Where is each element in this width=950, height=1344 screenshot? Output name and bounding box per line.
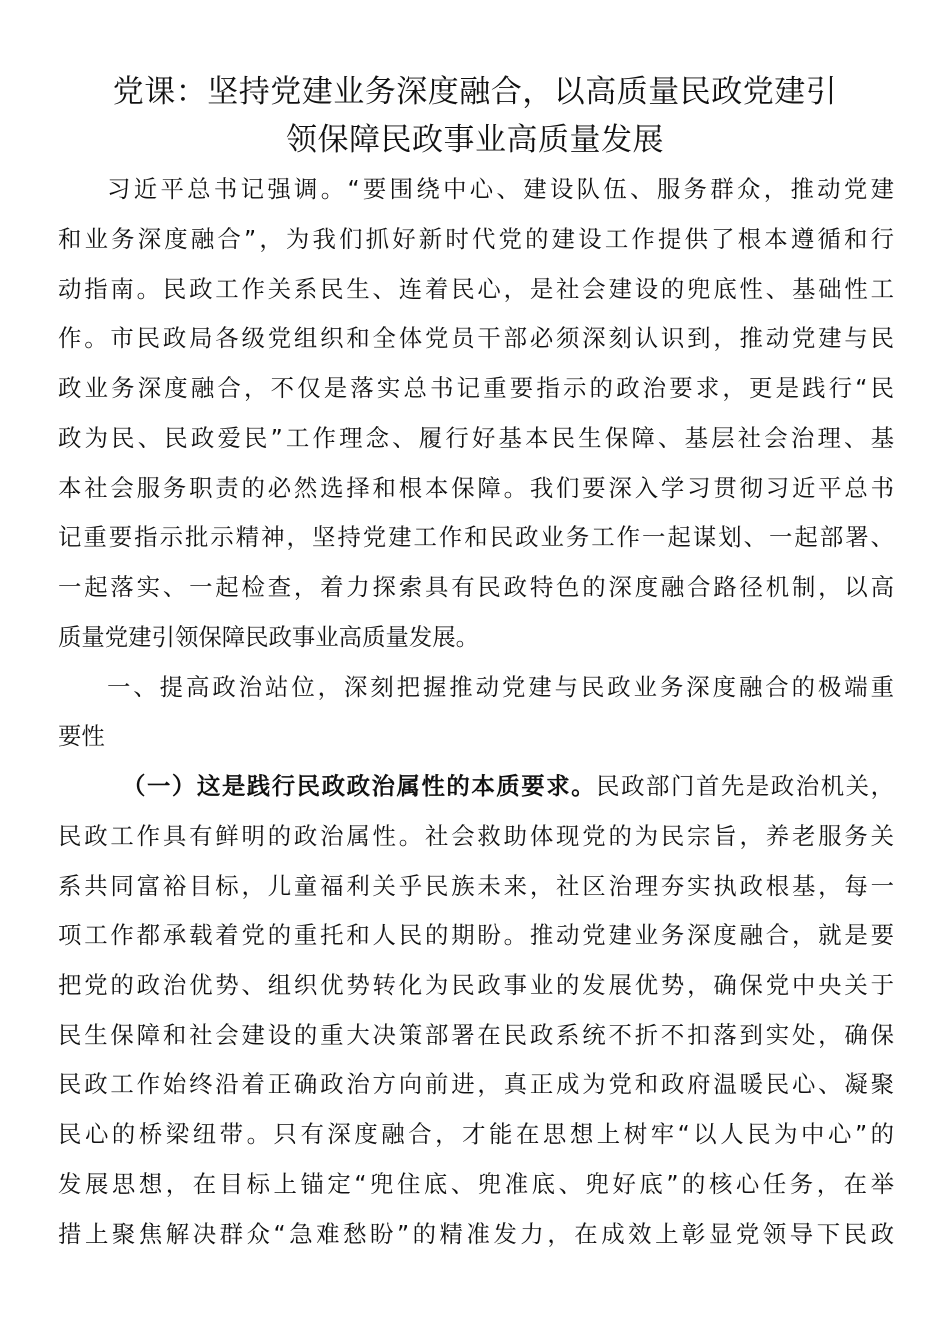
subsection-heading: （一）这是践行民政政治属性的本质要求。 (122, 772, 597, 800)
intro-paragraph-line: 质量党建引领保障民政事业高质量发展。 (58, 623, 480, 651)
document-title-line-1: 党课：坚持党建业务深度融合，以高质量民政党建引 (112, 74, 838, 110)
intro-paragraph-line: 习近平总书记强调。“要围绕中心、建设队伍、服务群众，推动党建 (107, 175, 894, 203)
intro-paragraph-line: 动指南。民政工作关系民生、连着民心，是社会建设的兜底性、基础性工 (58, 275, 894, 303)
intro-paragraph-line: 政为民、民政爱民”工作理念、履行好基本民生保障、基层社会治理、基 (58, 424, 894, 452)
intro-paragraph-line: 记重要指示批示精神，坚持党建工作和民政业务工作一起谋划、一起部署、 (58, 523, 894, 551)
intro-paragraph-line: 和业务深度融合”，为我们抓好新时代党的建设工作提供了根本遵循和行 (58, 225, 894, 253)
subsection-paragraph-line: 民政工作具有鲜明的政治属性。社会救助体现党的为民宗旨，养老服务关 (58, 822, 894, 850)
subsection-paragraph-line: 把党的政治优势、组织优势转化为民政事业的发展优势，确保党中央关于 (58, 971, 894, 999)
subsection-paragraph-line: 措上聚焦解决群众“急难愁盼”的精准发力，在成效上彰显党领导下民政 (58, 1220, 894, 1248)
subsection-paragraph-line: 民心的桥梁纽带。只有深度融合，才能在思想上树牢“以人民为中心”的 (58, 1120, 894, 1148)
intro-paragraph-line: 作。市民政局各级党组织和全体党员干部必须深刻认识到，推动党建与民 (58, 324, 894, 352)
document-title-line-2: 领保障民政事业高质量发展 (286, 122, 664, 158)
subsection-paragraph-line: 民生保障和社会建设的重大决策部署在民政系统不折不扣落到实处，确保 (58, 1021, 894, 1049)
subsection-paragraph-line: 系共同富裕目标，儿童福利关乎民族未来，社区治理夯实执政根基，每一 (58, 872, 894, 900)
subsection-first-line (122, 768, 894, 804)
subsection-paragraph-line: 发展思想，在目标上锚定“兜住底、兜准底、兜好底”的核心任务，在举 (58, 1170, 894, 1198)
intro-paragraph-line: 政业务深度融合，不仅是落实总书记重要指示的政治要求，更是践行“民 (58, 374, 894, 402)
subsection-paragraph-line: 项工作都承载着党的重托和人民的期盼。推动党建业务深度融合，就是要 (58, 921, 894, 949)
intro-paragraph-line: 本社会服务职责的必然选择和根本保障。我们要深入学习贯彻习近平总书 (58, 474, 894, 502)
subsection-first-line-rest: 民政部门首先是政治机关， (596, 772, 895, 800)
section-heading-line: 要性 (58, 722, 105, 750)
subsection-paragraph-line: 民政工作始终沿着正确政治方向前进，真正成为党和政府温暖民心、凝聚 (58, 1070, 894, 1098)
section-heading-line: 一、提高政治站位，深刻把握推动党建与民政业务深度融合的极端重 (107, 673, 894, 701)
intro-paragraph-line: 一起落实、一起检查，着力探索具有民政特色的深度融合路径机制，以高 (58, 573, 894, 601)
